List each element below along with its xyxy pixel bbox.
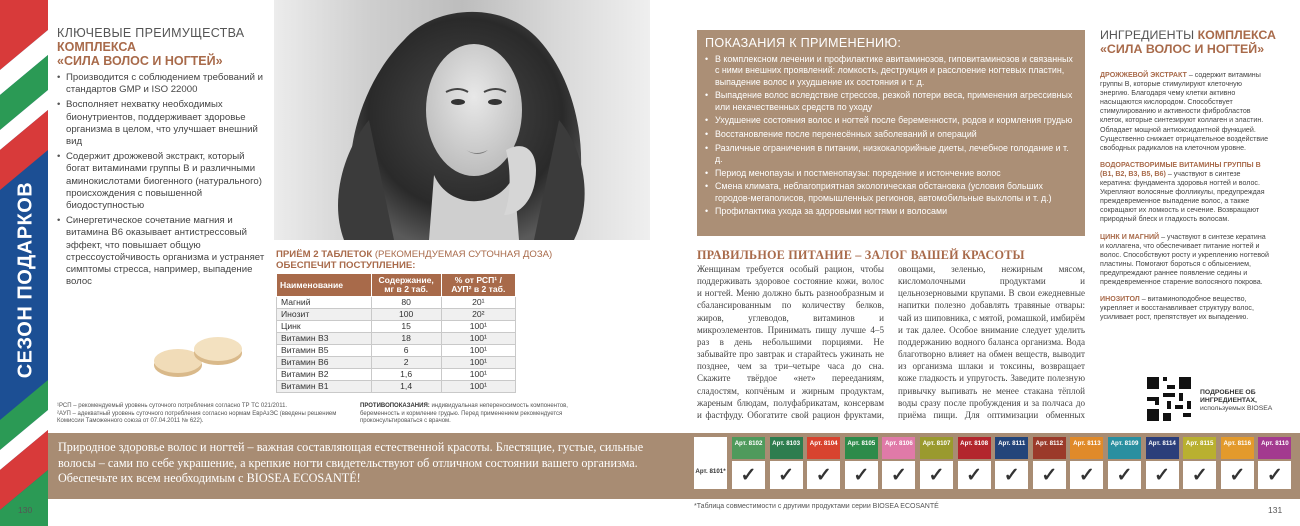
compat-article-header: Арт. 8104 (807, 437, 840, 459)
table-cell: 100¹ (441, 381, 515, 393)
table-row (277, 333, 516, 345)
table-row (277, 381, 516, 393)
ingredients-title-line1: ИНГРЕДИЕНТЫ (1100, 28, 1195, 42)
compat-article-header: Арт. 8105 (845, 437, 878, 459)
table-cell: 15 (371, 321, 441, 333)
indications-title: ПОКАЗАНИЯ К ПРИМЕНЕНИЮ: (705, 36, 902, 50)
table-cell: Витамин B5 (277, 345, 372, 357)
table-cell: 100¹ (441, 345, 515, 357)
contraindications-label: ПРОТИВОПОКАЗАНИЯ: (360, 403, 430, 409)
table-cell: 100 (371, 309, 441, 321)
list-item: • Восполняет нехватку необходимых бионутриентов, поддерживает здоровье организма в целом, что улучшает внешний вид (57, 99, 267, 148)
compat-article-header: Арт. 8108 (958, 437, 991, 459)
benefits-title-line3: «СИЛА ВОЛОС И НОГТЕЙ» (57, 54, 223, 68)
page-number-right: 131 (1268, 505, 1283, 515)
check-icon: ✓ (845, 461, 878, 489)
dosage-title-recommendation: (РЕКОМЕНДУЕМАЯ СУТОЧНАЯ ДОЗА) (374, 249, 553, 260)
table-row (277, 321, 516, 333)
footnote-rsp: ¹РСП – рекомендуемый уровень суточного потребления согласно ТР ТС 021/2011. (57, 403, 288, 409)
table-row (277, 309, 516, 321)
check-icon: ✓ (920, 461, 953, 489)
table-header: % от РСП¹ / АУП² в 2 таб. (441, 274, 515, 297)
page-number-left: 130 (18, 505, 33, 515)
ingredients-list (1100, 71, 1270, 330)
footnote-aup: ²АУП – адекватный уровень суточного потребления согласно нормам ЕврАзЭС (введены решением Комиссии Таможенного союза от 07.04.2011 № 622). (57, 410, 337, 425)
compat-article-header: Арт. 8109 (1108, 437, 1141, 459)
dosage-title-line2: ОБЕСПЕЧИТ ПОСТУПЛЕНИЕ: (276, 260, 416, 271)
dosage-title (276, 249, 576, 271)
compatibility-note: *Таблица совместимости с другими продуктами серии BIOSEA ECOSANTÉ (694, 503, 939, 510)
table-cell: Витамин B2 (277, 369, 372, 381)
table-cell: 1,6 (371, 369, 441, 381)
check-icon: ✓ (770, 461, 803, 489)
compat-article-header: Арт. 8110 (1258, 437, 1291, 459)
ingredient-item: ИНОЗИТОЛ – витаминоподобное вещество, укрепляет и восстанавливает структуру волос, усиливает рост, препятствует их выпадению. (1100, 295, 1254, 322)
list-item: • Период менопаузы и постменопаузы: поредение и истончение волос (705, 168, 1077, 179)
table-cell: 1,4 (371, 381, 441, 393)
check-icon: ✓ (807, 461, 840, 489)
dosage-title-main: ПРИЁМ 2 ТАБЛЕТОК (276, 249, 373, 260)
table-row (277, 369, 516, 381)
ingredient-item: ДРОЖЖЕВОЙ ЭКСТРАКТ – содержит витамины группы B, которые стимулируют клеточную энергию. Благодаря чему клетки активно насыщаются кислородом. Способствует стимулированию и активности фибробластов клеток, которые синтезируют коллаген и эластин. Обладает мощной антиоксидантной функцией. Существенно снижает отрицательное воздействие свободных радикалов на клеточном уровне. (1100, 71, 1269, 152)
table-cell: 18 (371, 333, 441, 345)
table-cell: 20¹ (441, 297, 515, 309)
table-header: Содержание, мг в 2 таб. (371, 274, 441, 297)
table-cell: Витамин B3 (277, 333, 372, 345)
compat-row-label: Арт. 8101* (694, 437, 727, 489)
compat-article-header: Арт. 8116 (1221, 437, 1254, 459)
table-cell: Витамин B1 (277, 381, 372, 393)
compat-article-header: Арт. 8107 (920, 437, 953, 459)
side-label: СЕЗОН ПОДАРКОВ (14, 181, 37, 379)
compat-article-header: Арт. 8103 (770, 437, 803, 459)
check-icon: ✓ (1033, 461, 1066, 489)
check-icon: ✓ (1183, 461, 1216, 489)
indications-box (697, 30, 1085, 236)
check-icon: ✓ (1070, 461, 1103, 489)
compat-article-header: Арт. 8113 (1070, 437, 1103, 459)
nutrition-text: Женщинам требуется особый рацион, чтобы поддерживать здоровое состояние кожи, волос и ногтей. Меню должно быть разнообразным и сбалансированным по количеству белков, жиров, углеводов, витаминов и микроэлементов. Принимать пищу лучше 4–5 раз в день небольшими порциями. Не забывайте про завтрак и старайтесь ужинать не позднее, чем за три–четыре часа до сна. Скажите твёрдое «нет» перееданиям, сладостям, копчёным и жирным продуктам, жареным блюдам, полуфабрикатам, консервам и фастфуду. Обогатите свой рацион фруктами, овощами, зеленью, нежирным мясом, кисломолочными продуктами и цельнозерновыми крупами. В свои ежедневные напитки полезно добавлять травяные отвары: чай из шиповника, с мятой, ромашкой, имбирём и так далее. Особое внимание следует уделить поддержанию водного баланса организма. Вода благотворно влияет на обмен веществ, выводит из организма шлаки и токсины, возвращает коже гладкость и упругость. Заведите полезную привычку выпивать не менее стакана тёплой воды сразу после пробуждения и за полчаса до приёма пищи. Для оптимизации обменных (697, 264, 1085, 420)
list-item: • Восстановление после перенесённых заболеваний и операций (705, 129, 1077, 140)
list-item: • Различные ограничения в питании, низкокалорийные диеты, лечебное голодание и т. д. (705, 143, 1077, 166)
table-cell: Инозит (277, 309, 372, 321)
list-item: • В комплексном лечении и профилактике авитаминозов, гиповитаминозов и связанных с ними внешних проявлений: ломкость, деструкция и расслоение ногтевых пластин, выпадение волос и ухудшение их состояния и т. д. (705, 54, 1077, 88)
compat-article-header: Арт. 8102 (732, 437, 765, 459)
check-icon: ✓ (882, 461, 915, 489)
band-text: Природное здоровье волос и ногтей – важная составляющая естественной красоты. Блестящие, густые, сильные волосы – сами по себе украшение, а крепкие ногти свидетельствуют об отличном состоянии вашего организма. Обеспечьте их всем необходимым с BIOSEA ECOSANTÉ! (58, 440, 644, 485)
table-cell: 2 (371, 357, 441, 369)
list-item: • Ухудшение состояния волос и ногтей после беременности, родов и кормления грудью (705, 115, 1077, 126)
qr-caption-text: используемых BIOSEA (1200, 405, 1273, 412)
ingredient-item: ВОДОРАСТВОРИМЫЕ ВИТАМИНЫ ГРУППЫ B (B1, B2, B3, B5, B6) – участвуют в синтезе кератина: фундамента здоровья ногтей и волос. Укрепляют волосяные фолликулы, предупреждая преждевременное выпадение волос, а также сокращают их ломкость и сечение. Возвращают природный блеск и гладкость волосам. (1100, 160, 1265, 224)
qr-caption (1200, 389, 1280, 413)
model-photo (274, 0, 650, 240)
ingredients-title (1100, 28, 1280, 56)
benefits-list (57, 72, 267, 291)
qr-code[interactable] (1147, 377, 1191, 421)
table-cell: 100¹ (441, 369, 515, 381)
dosage-table (276, 273, 516, 393)
ingredient-item: ЦИНК И МАГНИЙ – участвуют в синтезе кератина и коллагена, что обеспечивает питание ногтей и волос. Способствуют росту и укреплению ногтевой пластины. Помогают бороться с облысением, предупреждают раннее появление седины и преждевременное старение волосяного покрова. (1100, 232, 1269, 286)
compat-article-header: Арт. 8115 (1183, 437, 1216, 459)
compat-article-header: Арт. 8111 (995, 437, 1028, 459)
ingredients-title-complex: КОМПЛЕКСА (1197, 28, 1276, 42)
list-item: • Содержит дрожжевой экстракт, который богат витаминами группы B и различными аминокислотами биогенного (натурального) происхождения с повышенной биодоступностью (57, 151, 267, 212)
list-item: • Смена климата, неблагоприятная экологическая обстановка (условия больших городов-мегаполисов, промышленных регионов, автомобильные выхлопы и т. д.) (705, 181, 1077, 204)
benefits-title (57, 26, 267, 68)
list-item: • Производится с соблюдением требований и стандартов GMP и ISO 22000 (57, 72, 267, 96)
table-cell: 100¹ (441, 321, 515, 333)
check-icon: ✓ (732, 461, 765, 489)
table-row (277, 297, 516, 309)
table-cell: Цинк (277, 321, 372, 333)
ingredients-title-line2: «СИЛА ВОЛОС И НОГТЕЙ» (1100, 42, 1265, 56)
table-cell: 20² (441, 309, 515, 321)
table-row (277, 345, 516, 357)
table-header: Наименование (277, 274, 372, 297)
table-cell: Витамин B6 (277, 357, 372, 369)
tablets-image (148, 325, 248, 385)
list-item: • Синергетическое сочетание магния и витамина B6 оказывает антистрессовый эффект, что повышает общую стрессоустойчивость организма и устраняет симптомы стресса, например, выпадение волос (57, 215, 267, 288)
list-item: • Профилактика ухода за здоровыми ногтями и волосами (705, 206, 1077, 217)
indications-list (705, 54, 1077, 218)
table-cell: 100¹ (441, 357, 515, 369)
compat-article-header: Арт. 8114 (1146, 437, 1179, 459)
benefits-title-line2: КОМПЛЕКСА (57, 40, 137, 54)
compatibility-table (694, 437, 1294, 491)
table-cell: 6 (371, 345, 441, 357)
compat-article-header: Арт. 8112 (1033, 437, 1066, 459)
list-item: • Выпадение волос вследствие стрессов, резкой потери веса, применения агрессивных или некачественных средств по уходу (705, 90, 1077, 113)
check-icon: ✓ (1258, 461, 1291, 489)
check-icon: ✓ (1221, 461, 1254, 489)
table-row (277, 357, 516, 369)
contraindications (360, 403, 590, 426)
contraindications-text: индивидуальная непереносимость компонентов, беременность и кормление грудью. Перед применением рекомендуется проконсультироваться с врачом. (360, 403, 568, 425)
check-icon: ✓ (995, 461, 1028, 489)
check-icon: ✓ (958, 461, 991, 489)
qr-caption-bold: ПОДРОБНЕЕ ОБ ИНГРЕДИЕНТАХ, (1200, 389, 1257, 404)
table-cell: Магний (277, 297, 372, 309)
benefits-title-line1: КЛЮЧЕВЫЕ ПРЕИМУЩЕСТВА (57, 26, 245, 40)
check-icon: ✓ (1146, 461, 1179, 489)
table-cell: 80 (371, 297, 441, 309)
table-cell: 100¹ (441, 333, 515, 345)
check-icon: ✓ (1108, 461, 1141, 489)
footnotes (57, 403, 347, 426)
nutrition-title: ПРАВИЛЬНОЕ ПИТАНИЕ – ЗАЛОГ ВАШЕЙ КРАСОТЫ (697, 248, 1025, 262)
compat-article-header: Арт. 8106 (882, 437, 915, 459)
